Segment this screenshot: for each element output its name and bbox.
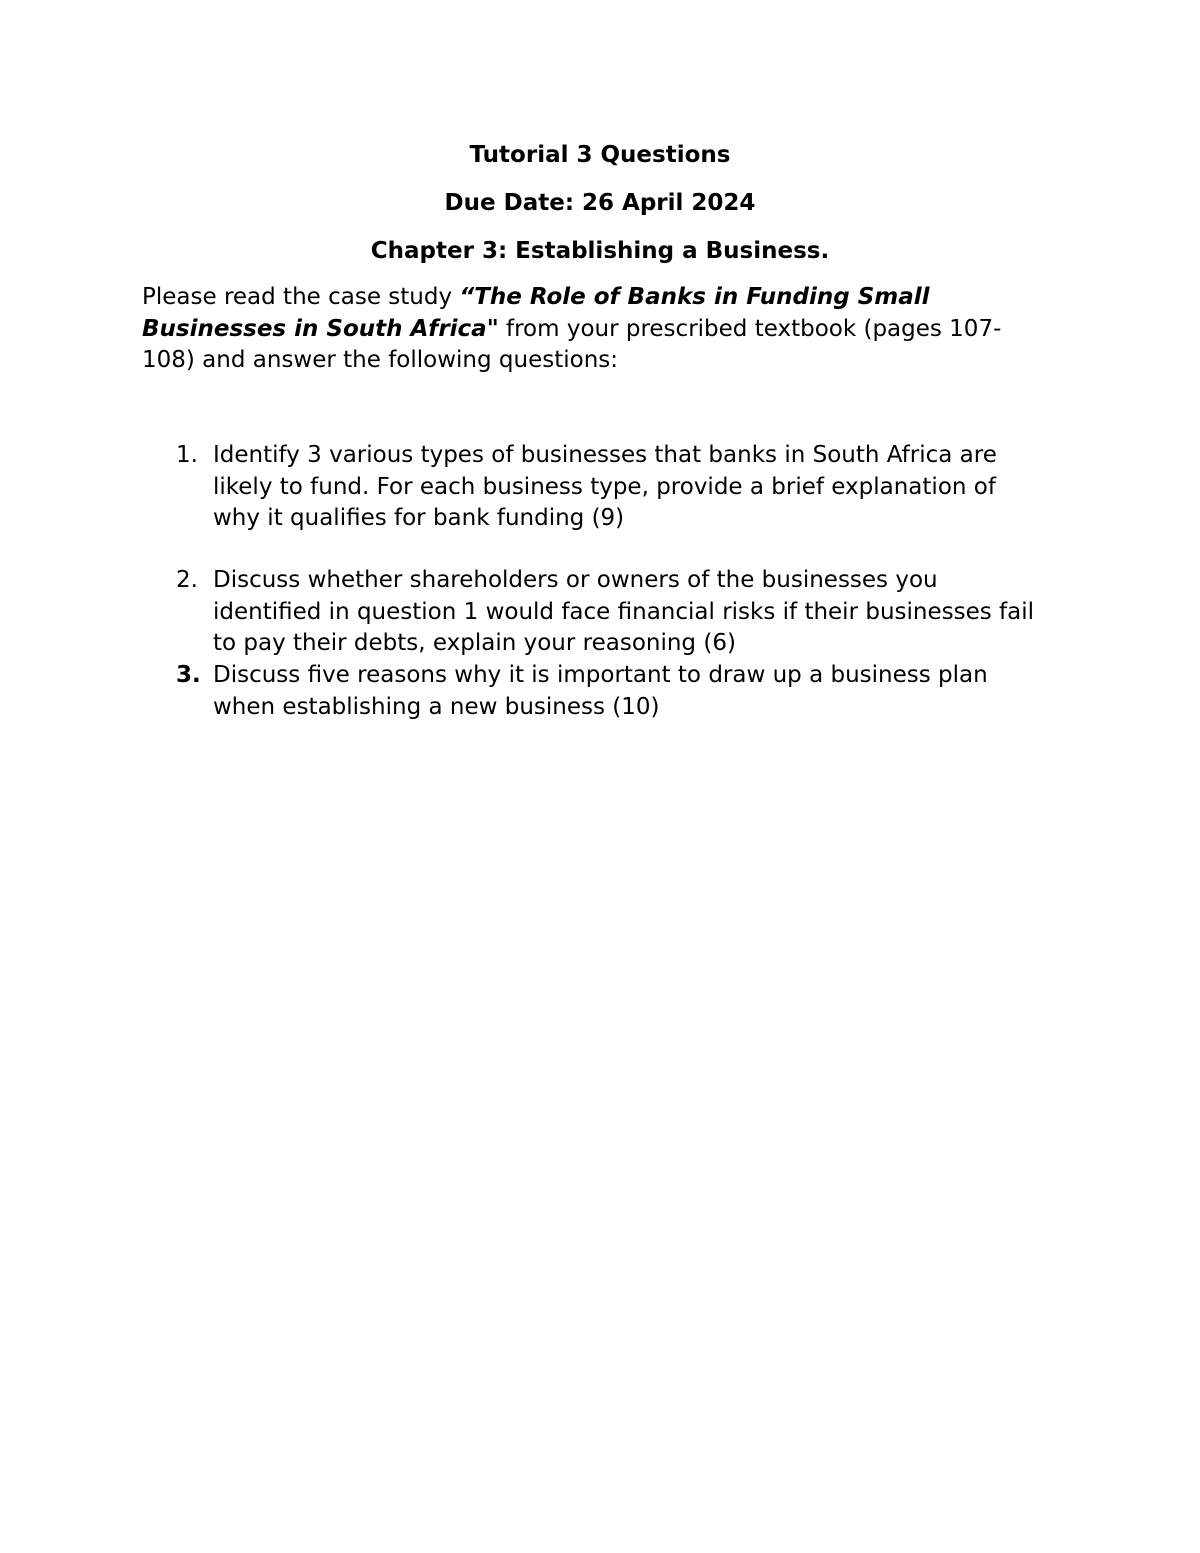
case-study-title-part-2: Businesses in South Africa" — [142, 315, 499, 342]
question-line: when establishing a new business (10) — [213, 693, 660, 720]
question-line: Identify 3 various types of businesses that banks in South Africa are — [213, 442, 997, 468]
question-text — [213, 660, 1073, 723]
instructions-paragraph — [142, 282, 1042, 377]
question-line: to pay their debts, explain your reasoning (6) — [213, 630, 736, 656]
question-line: why it qualifies for bank funding (9) — [213, 505, 625, 531]
question-text — [213, 565, 1073, 660]
instructions-line-1 — [142, 282, 1042, 314]
instructions-line-3: 108) and answer the following questions: — [142, 347, 619, 373]
question-line: Discuss whether shareholders or owners of the businesses you — [213, 567, 938, 593]
question-number: 2. — [176, 567, 198, 593]
question-line: Discuss five reasons why it is important to draw up a business plan — [213, 662, 988, 688]
question-line: identified in question 1 would face financial risks if their businesses fail — [213, 598, 1035, 625]
question-number: 3. — [176, 662, 201, 688]
instructions-line-2 — [142, 314, 1042, 346]
instructions-prefix: Please read the case study — [142, 284, 460, 310]
question-number: 1. — [176, 442, 198, 468]
instructions-suffix: from your prescribed textbook (pages 107- — [498, 315, 1002, 342]
chapter-heading: Chapter 3: Establishing a Business. — [370, 238, 830, 264]
question-text — [213, 440, 1073, 535]
document-title: Tutorial 3 Questions — [469, 142, 731, 168]
question-line: likely to fund. For each business type, provide a brief explanation of — [213, 473, 996, 500]
case-study-title-part-1: “The Role of Banks in Funding Small — [459, 284, 930, 310]
due-date: Due Date: 26 April 2024 — [444, 190, 756, 216]
